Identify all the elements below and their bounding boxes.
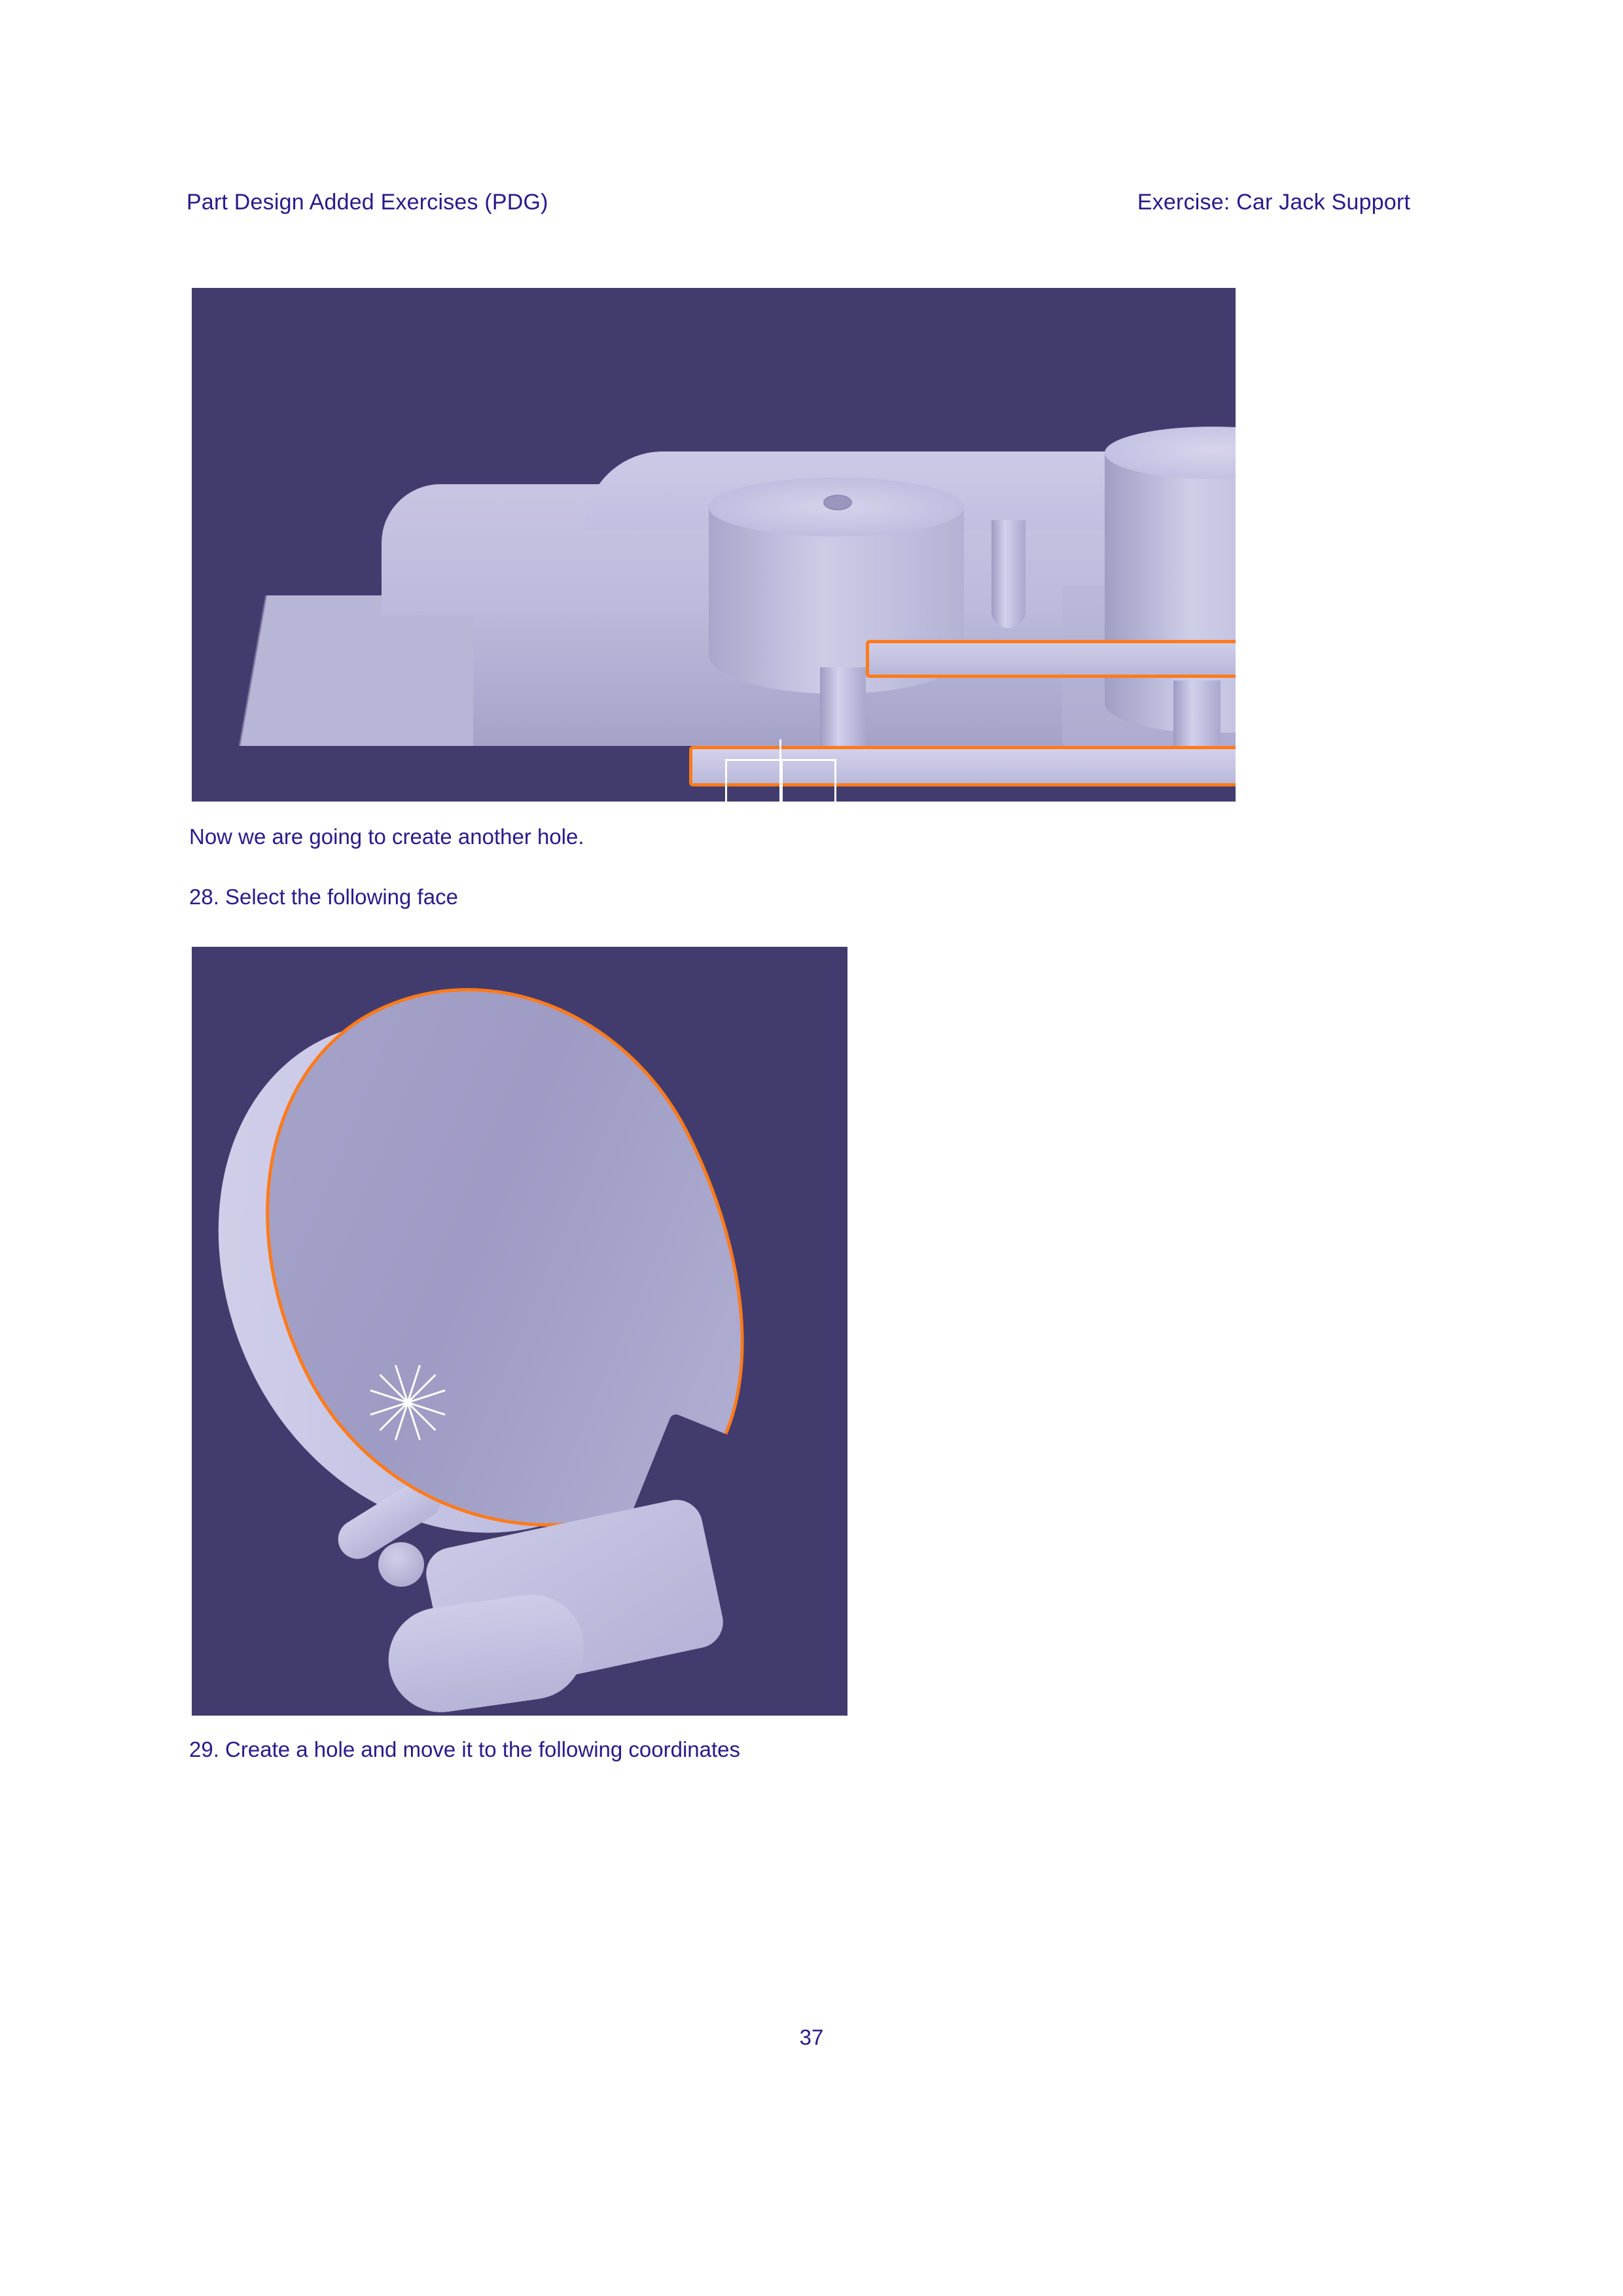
part-center-small-hole	[823, 495, 852, 510]
figure-cad-selected-face	[192, 947, 847, 1716]
part-left-slope	[198, 595, 473, 746]
page-header	[187, 190, 1430, 215]
step-28-text: 28. Select the following face	[189, 885, 458, 909]
part-pin-upper	[991, 520, 1026, 628]
selection-grid-icon	[725, 759, 836, 802]
part-lower-cylinder	[382, 1588, 590, 1716]
step-29-text: 29. Create a hole and move it to the following coordinates	[189, 1737, 741, 1761]
header-right-title: Exercise: Car Jack Support	[1137, 190, 1410, 215]
part-small-hole	[378, 1542, 424, 1587]
figure-cad-top-view	[192, 288, 1236, 802]
axis-marker-icon	[368, 1366, 447, 1444]
header-left-title: Part Design Added Exercises (PDG)	[187, 190, 548, 215]
highlighted-slot-upper	[866, 640, 1236, 678]
page-number: 37	[799, 2025, 824, 2049]
intro-text: Now we are going to create another hole.	[189, 824, 584, 849]
